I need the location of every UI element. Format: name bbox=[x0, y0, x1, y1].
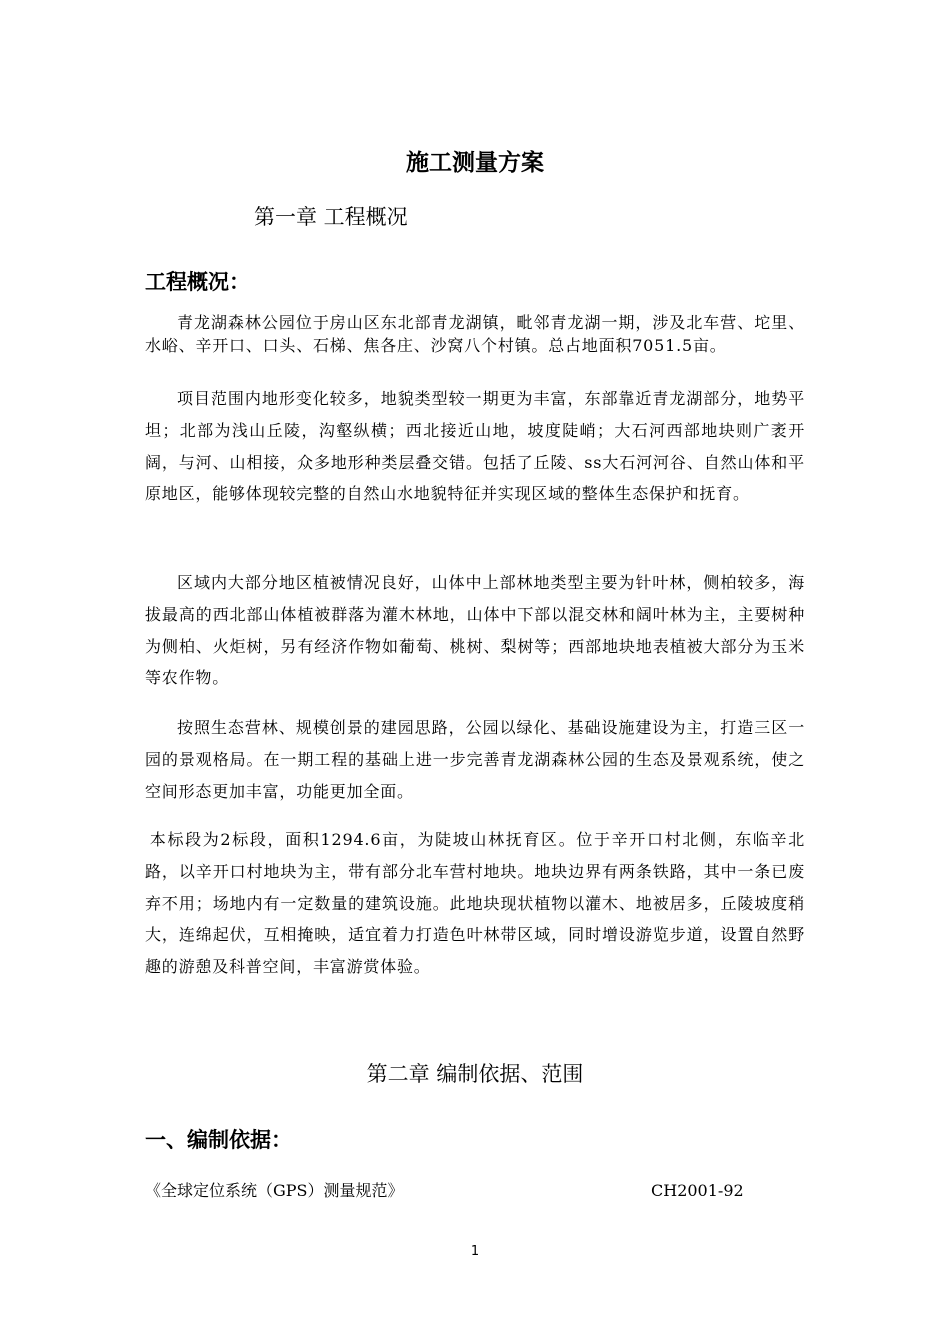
document-title: 施工测量方案 bbox=[406, 150, 544, 176]
paragraph-vegetation: 区域内大部分地区植被情况良好，山体中上部林地类型主要为针叶林，侧柏较多，海拔最高的西北部山体植被群落为灌木林地，山体中下部以混交林和阔叶林为主，主要树种为侧柏、火炬树，另有经济作物如葡萄、桃树、梨树等；西部地块地表植被大部分为玉米等农作物。 bbox=[145, 573, 805, 688]
page-number: 1 bbox=[470, 1244, 480, 1259]
paragraph-location: 青龙湖森林公园位于房山区东北部青龙湖镇，毗邻青龙湖一期，涉及北车营、坨里、水峪、辛开口、口头、石梯、焦各庄、沙窝八个村镇。总占地面积7051.5亩。 bbox=[145, 313, 805, 355]
paragraph-design-concept: 按照生态营林、规模创景的建园思路，公园以绿化、基础设施建设为主，打造三区一园的景观格局。在一期工程的基础上进一步完善青龙湖森林公园的生态及景观系统，使之空间形态更加丰富，功能更加全面。 bbox=[145, 718, 805, 801]
chapter-2-heading: 第二章 编制依据、范围 bbox=[366, 1062, 584, 1086]
reference-row bbox=[145, 1178, 785, 1204]
paragraph-terrain: 项目范围内地形变化较多，地貌类型较一期更为丰富，东部靠近青龙湖部分，地势平坦；北部为浅山丘陵，沟壑纵横；西北接近山地，坡度陡峭；大石河西部地块则广袤开阔，与河、山相接，众多地形种类层叠交错。包括了丘陵、ss大石河河谷、自然山体和平原地区，能够体现较完整的自然山水地貌特征并实现区域的整体生态保护和抚育。 bbox=[145, 389, 805, 504]
chapter-1-heading: 第一章 工程概况 bbox=[254, 205, 408, 229]
section-project-overview-heading: 工程概况： bbox=[145, 270, 250, 294]
reference-code: CH2001-92 bbox=[651, 1181, 744, 1200]
section-compilation-basis-heading: 一、编制依据： bbox=[145, 1128, 292, 1152]
paragraph-section-scope: 本标段为2标段，面积1294.6亩，为陡坡山林抚育区。位于辛开口村北侧，东临辛北路，以辛开口村地块为主，带有部分北车营村地块。地块边界有两条铁路，其中一条已废弃不用；场地内有一定数量的建筑设施。此地块现状植物以灌木、地被居多，丘陵坡度稍大，连绵起伏，互相掩映，适宜着力打造色叶林带区域，同时增设游览步道，设置自然野趣的游憩及科普空间，丰富游赏体验。 bbox=[145, 830, 805, 977]
reference-title: 《全球定位系统（GPS）测量规范》 bbox=[145, 1181, 404, 1200]
